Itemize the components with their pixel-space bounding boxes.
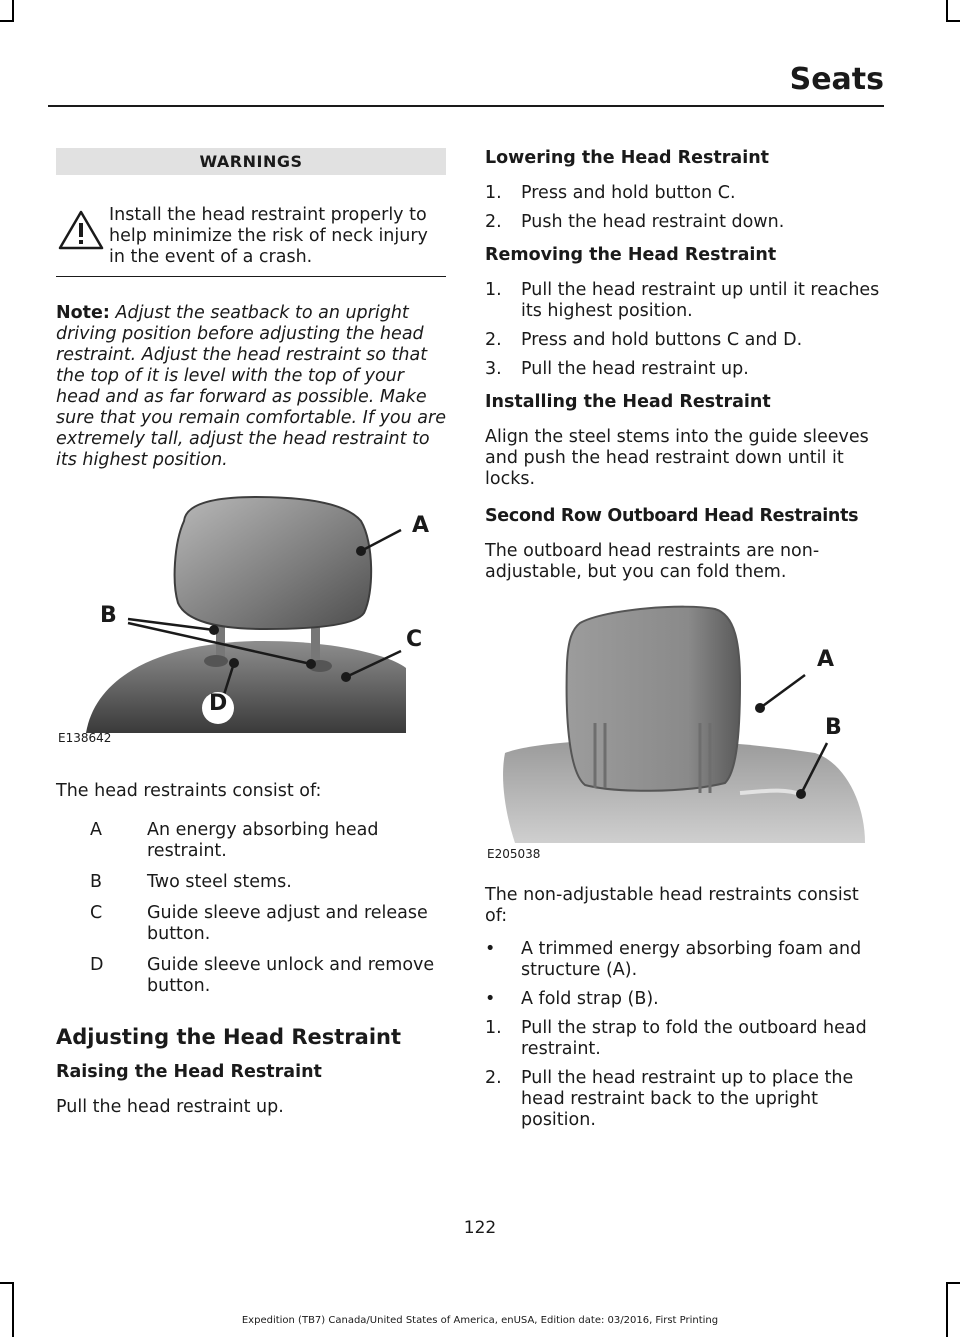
step-text: Press and hold buttons C and D. — [521, 330, 803, 350]
component-key: C — [90, 903, 103, 923]
component-key: D — [90, 955, 104, 975]
header-rule — [48, 105, 884, 107]
footer-text: Expedition (TB7) Canada/United States of America, enUSA, Edition date: 03/2016, First Printing — [241, 1315, 719, 1326]
raising-heading: Raising the Head Restraint — [56, 1062, 322, 1082]
outboard-restraint-figure — [485, 603, 885, 861]
warnings-heading: WARNINGS — [56, 148, 446, 175]
nonadj-list — [485, 939, 885, 1131]
step-number: 2. — [485, 1068, 502, 1088]
note-text: Adjust the seatback to an upright driving position before adjusting the head restraint. Adjust the head restraint so that the top of it is level with the top of your head and as far forward as possible. Make sure that you remain comfortable. If you are extremely tall, adjust the head restraint to its highest position. — [56, 303, 446, 470]
head-restraint-figure — [56, 493, 446, 745]
crop-mark-top-right-v — [946, 0, 948, 22]
installing-text: Align the steel stems into the guide sleeves and push the head restraint down until it locks. — [485, 427, 869, 489]
crop-mark-bottom-right-v — [946, 1282, 948, 1337]
step-text: Pull the strap to fold the outboard head restraint. — [521, 1018, 867, 1059]
installing-heading: Installing the Head Restraint — [485, 392, 771, 412]
list-item — [485, 280, 885, 322]
crop-mark-top-right-h — [946, 20, 960, 22]
component-text: An energy absorbing head restraint. — [147, 820, 379, 861]
nonadj-intro: The non-adjustable head restraints consist of: — [485, 885, 859, 926]
bullet: • — [485, 939, 496, 959]
step-number: 2. — [485, 330, 502, 350]
step-number: 2. — [485, 212, 502, 232]
bullet-text: A trimmed energy absorbing foam and structure (A). — [521, 939, 862, 980]
component-key: B — [90, 872, 103, 892]
list-item — [485, 1068, 885, 1131]
step-text: Press and hold button C. — [521, 183, 736, 203]
second-row-heading: Second Row Outboard Head Restraints — [485, 506, 859, 526]
step-text: Pull the head restraint up to place the head restraint back to the upright position. — [521, 1068, 854, 1130]
step-number: 3. — [485, 359, 502, 379]
figure1-label-d: D — [209, 691, 228, 716]
figure1-label-a: A — [412, 513, 430, 538]
adjusting-heading: Adjusting the Head Restraint — [56, 1025, 402, 1049]
step-number: 1. — [485, 280, 502, 300]
list-item — [485, 989, 885, 1010]
lowering-heading: Lowering the Head Restraint — [485, 148, 770, 168]
figure1-label-b: B — [100, 603, 117, 628]
outboard-restraint-illustration — [485, 603, 880, 848]
left-column — [56, 148, 446, 1118]
figure2-code: E205038 — [487, 847, 541, 861]
step-number: 1. — [485, 1018, 502, 1038]
components-list — [56, 820, 446, 997]
component-row — [56, 820, 446, 862]
list-item — [485, 359, 885, 380]
list-item — [485, 183, 885, 204]
component-text: Guide sleeve unlock and remove button. — [147, 955, 435, 996]
step-text: Pull the head restraint up. — [521, 359, 749, 379]
list-item — [485, 939, 885, 981]
list-item — [485, 1018, 885, 1060]
figure2-label-a: A — [817, 647, 835, 672]
removing-steps — [485, 280, 885, 380]
crop-mark-top-left-v — [12, 0, 14, 22]
step-text: Push the head restraint down. — [521, 212, 785, 232]
list-item — [485, 212, 885, 233]
component-text: Guide sleeve adjust and release button. — [147, 903, 428, 944]
bullet-text: A fold strap (B). — [521, 989, 659, 1009]
removing-heading: Removing the Head Restraint — [485, 245, 777, 265]
second-row-text: The outboard head restraints are non-adjustable, but you can fold them. — [485, 541, 820, 582]
right-column — [485, 148, 885, 1139]
figure2-label-b: B — [825, 715, 842, 740]
figure1-label-c: C — [406, 627, 423, 652]
crop-mark-bottom-left-v — [12, 1282, 14, 1337]
bullet: • — [485, 989, 496, 1009]
component-row — [56, 903, 446, 945]
lowering-steps — [485, 183, 885, 233]
warnings-box — [56, 175, 446, 277]
consist-intro: The head restraints consist of: — [56, 781, 322, 801]
raising-text: Pull the head restraint up. — [56, 1097, 284, 1117]
figure1-code: E138642 — [58, 731, 112, 745]
list-item — [485, 330, 885, 351]
crop-mark-bottom-right-h — [946, 1282, 960, 1284]
component-row — [56, 872, 446, 893]
step-text: Pull the head restraint up until it reaches its highest position. — [521, 280, 880, 321]
component-key: A — [90, 820, 102, 840]
crop-mark-bottom-left-h — [0, 1282, 14, 1284]
crop-mark-top-left-h — [0, 20, 14, 22]
note-label: Note: — [56, 303, 110, 323]
component-row — [56, 955, 446, 997]
component-text: Two steel stems. — [147, 872, 292, 892]
warning-triangle-icon — [58, 209, 104, 251]
warnings-text: Install the head restraint properly to help minimize the risk of neck injury in the event of a crash. — [109, 205, 428, 267]
step-number: 1. — [485, 183, 502, 203]
page-title: Seats — [789, 62, 884, 97]
note-paragraph — [56, 303, 446, 471]
page-number: 122 — [463, 1218, 497, 1238]
